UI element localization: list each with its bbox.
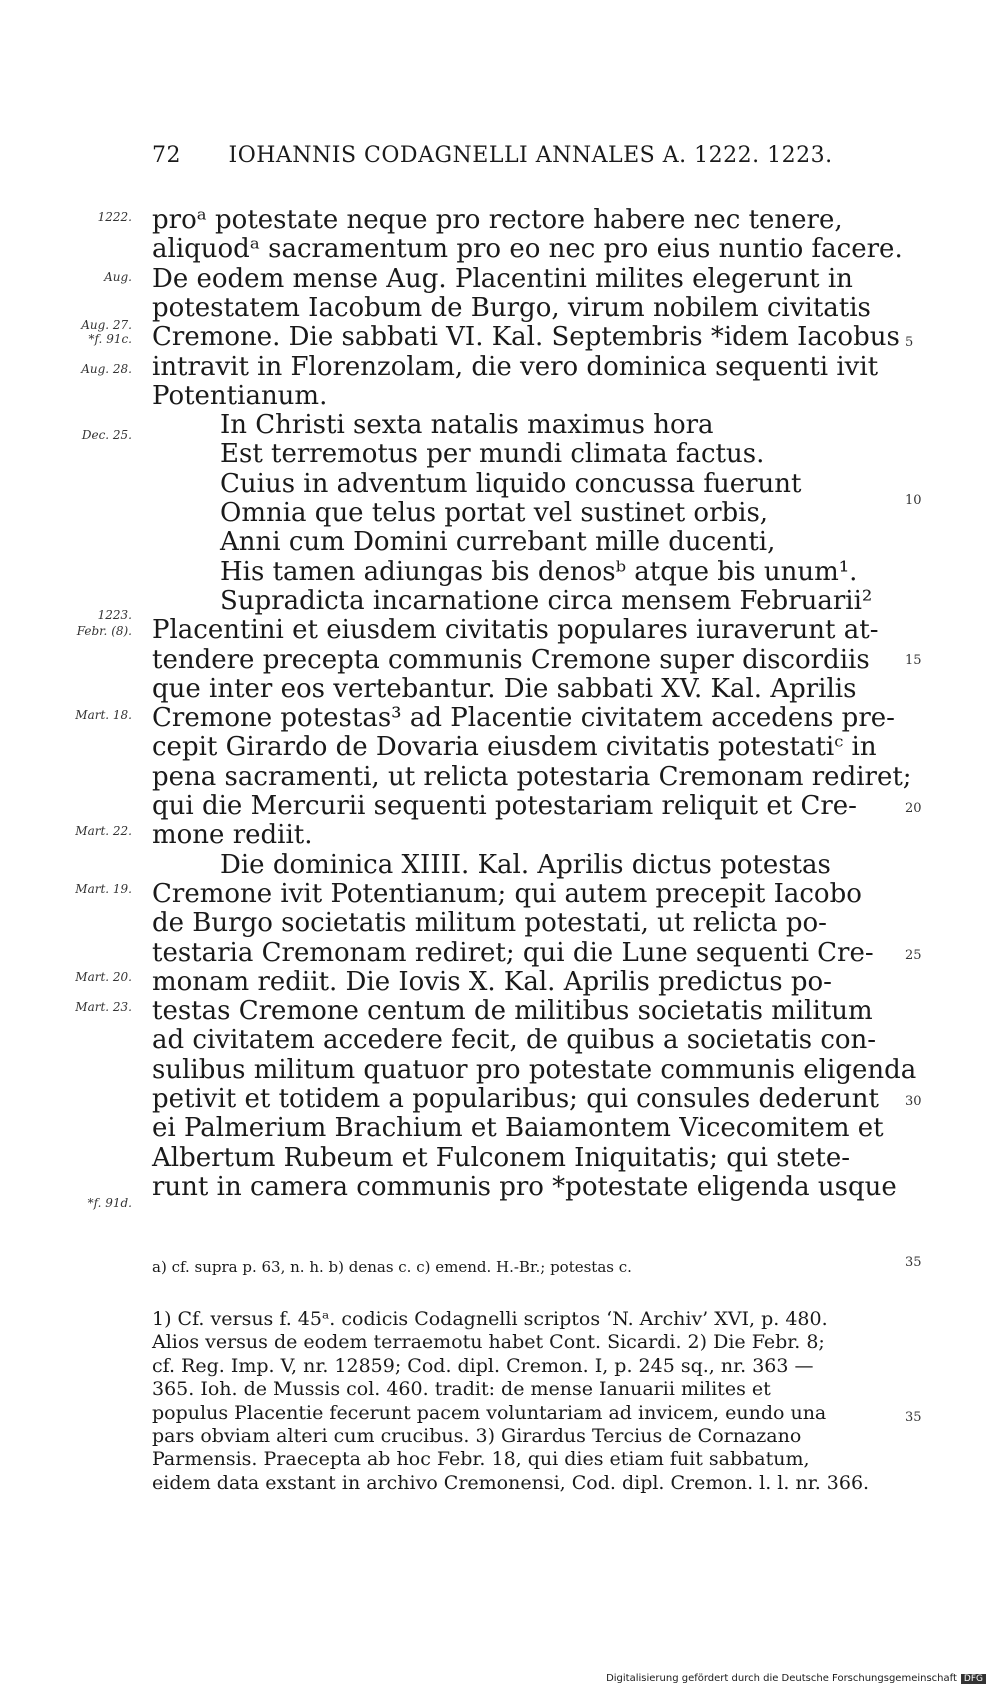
text-line: Anni cum Domini currebant mille ducenti, — [220, 527, 776, 558]
footnote-line: 1) Cf. versus f. 45ᵃ. codicis Codagnelli scriptos ‘N. Archiv’ XVI, p. 480. — [152, 1308, 828, 1330]
text-line: Albertum Rubeum et Fulconem Iniquitatis; qui stete- — [152, 1142, 851, 1173]
text-line: tendere precepta communis Cremone super discordiis — [152, 644, 870, 675]
text-line: Cremone potestas³ ad Placentie civitatem accedens pre- — [152, 703, 895, 734]
page-number: 72 — [152, 143, 181, 168]
margin-date: 1223. — [97, 608, 132, 622]
margin-date: Mart. 18. — [75, 708, 132, 722]
margin-date: Aug. — [104, 270, 132, 284]
line-number: 10 — [905, 493, 922, 508]
margin-date: *f. 91c. — [88, 332, 132, 346]
footnote-line: eidem data exstant in archivo Cremonensi, Cod. dipl. Cremon. l. l. nr. 366. — [152, 1471, 870, 1494]
line-number: 15 — [905, 653, 922, 668]
text-line: testas Cremone centum de militibus societatis militum — [152, 996, 873, 1027]
text-line: monam rediit. Die Iovis X. Kal. Aprilis predictus po- — [152, 966, 832, 997]
text-line: Placentini et eiusdem civitatis populares iuraverunt at- — [152, 615, 879, 646]
running-title: IOHANNIS CODAGNELLI ANNALES A. 1222. 1223. — [228, 143, 833, 168]
text-line: qui die Mercurii sequenti potestariam reliquit et Cre- — [152, 791, 857, 821]
text-line: Omnia que telus portat vel sustinet orbis, — [220, 498, 769, 528]
footnote-line: populus Placentie fecerunt pacem voluntariam ad invicem, eundo una — [152, 1401, 827, 1424]
text-line: de Burgo societatis militum potestati, ut relicta po- — [152, 908, 827, 939]
line-number: 20 — [905, 801, 922, 816]
margin-date: Aug. 27. — [81, 318, 132, 332]
margin-date: Febr. (8). — [76, 624, 132, 638]
footnote-line: Parmensis. Praecepta ab hoc Febr. 18, qui dies etiam fuit sabbatum, — [152, 1448, 810, 1471]
text-line: Supradicta incarnatione circa mensem Februarii² — [220, 585, 873, 616]
credit-text: Digitalisierung gefördert durch die Deutsche Forschungsgemeinschaft — [606, 1673, 957, 1684]
margin-date: Mart. 22. — [75, 824, 132, 838]
text-line: His tamen adiungas bis denosᵇ atque bis unum¹. — [220, 556, 858, 587]
footnote-line: Alios versus de eodem terraemotu habet Cont. Sicardi. 2) Die Febr. 8; — [152, 1331, 825, 1354]
text-line: potestatem Iacobum de Burgo, virum nobilem civitatis — [152, 292, 871, 323]
line-number: 25 — [905, 948, 922, 963]
margin-date: 1222. — [97, 210, 132, 224]
text-line: proᵃ potestate neque pro rectore habere nec tenere, — [152, 205, 843, 235]
text-line: intravit in Florenzolam, die vero dominica sequenti ivit — [152, 351, 879, 382]
margin-date: Mart. 23. — [75, 1000, 132, 1014]
text-line: sulibus militum quatuor pro potestate communis eligenda — [152, 1054, 917, 1085]
margin-date: Aug. 28. — [81, 362, 132, 376]
footnote-line: 365. Ioh. de Mussis col. 460. tradit: de mense Ianuarii milites et — [152, 1378, 771, 1401]
footnote-line: pars obviam alteri cum crucibus. 3) Girardus Tercius de Cornazano — [152, 1425, 802, 1447]
margin-date: Mart. 20. — [75, 970, 132, 984]
text-line: pena sacramenti, ut relicta potestaria Cremonam rediret; — [152, 761, 912, 792]
text-line: De eodem mense Aug. Placentini milites elegerunt in — [152, 263, 853, 294]
line-number: 30 — [905, 1094, 922, 1109]
text-line: ad civitatem accedere fecit, de quibus a societatis con- — [152, 1025, 877, 1056]
text-line: Est terremotus per mundi climata factus. — [220, 439, 765, 470]
line-number: 35 — [905, 1410, 922, 1425]
margin-date: Dec. 25. — [81, 428, 132, 442]
text-line: In Christi sexta natalis maximus hora — [220, 410, 714, 441]
text-line: mone rediit. — [152, 820, 313, 851]
critical-apparatus: a) cf. supra p. 63, n. h. b) denas c. c) emend. H.-Br.; potestas c. — [152, 1258, 632, 1276]
page-header — [152, 143, 833, 168]
digitization-credit — [606, 1673, 986, 1684]
text-line: Cremone. Die sabbati VI. Kal. Septembris *idem Iacobus — [152, 322, 900, 353]
text-line: Cuius in adventum liquido concussa fuerunt — [220, 468, 802, 499]
dfg-logo: DFG — [961, 1674, 986, 1684]
text-line: testaria Cremonam rediret; qui die Lune sequenti Cre- — [152, 937, 874, 968]
line-number: 35 — [905, 1255, 922, 1270]
text-line: que inter eos vertebantur. Die sabbati XV. Kal. Aprilis — [152, 673, 857, 704]
margin-date: *f. 91d. — [87, 1196, 132, 1210]
text-line: ei Palmerium Brachium et Baiamontem Vicecomitem et — [152, 1113, 884, 1144]
text-line: aliquodᵃ sacramentum pro eo nec pro eius nuntio facere. — [152, 234, 903, 265]
text-line: runt in camera communis pro *potestate eligenda usque — [152, 1171, 897, 1202]
text-line: Die dominica XIIII. Kal. Aprilis dictus potestas — [220, 849, 831, 880]
text-line: petivit et totidem a popularibus; qui consules dederunt — [152, 1084, 879, 1114]
text-line: cepit Girardo de Dovaria eiusdem civitatis potestatiᶜ in — [152, 732, 877, 763]
footnote-line: cf. Reg. Imp. V, nr. 12859; Cod. dipl. Cremon. I, p. 245 sq., nr. 363 — — [152, 1354, 814, 1377]
line-number: 5 — [905, 335, 914, 350]
margin-date: Mart. 19. — [75, 882, 132, 896]
text-line: Cremone ivit Potentianum; qui autem precepit Iacobo — [152, 878, 862, 909]
text-line: Potentianum. — [152, 380, 328, 411]
